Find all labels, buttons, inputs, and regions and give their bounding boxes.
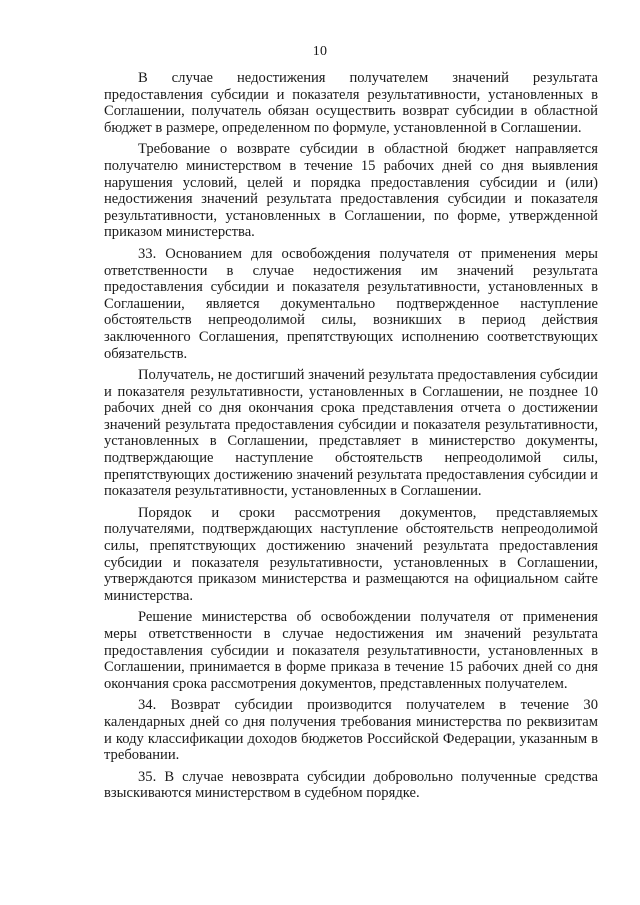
paragraph-clause-33: 33. Основанием для освобождения получателя от применения меры ответственности в случае недостижения им значений результата предоставления субсидии и показателя результативности, установленных в Соглашении, является документально подтвержденное наступление обстоятельств непреодолимой силы, возникших в период действия заключенного Соглашения, препятствующих исполнению соответствующих обязательств. [104,245,598,362]
paragraph-clause-35: 35. В случае невозврата субсидии добровольно полученные средства взыскиваются министерством в судебном порядке. [104,768,598,802]
paragraph-force-majeure-documents: Получатель, не достигший значений результата предоставления субсидии и показателя результативности, установленных в Соглашении, не позднее 10 рабочих дней со дня окончания срока представления отчета о достижении значений результата предоставления субсидии и показателя результативности, установленных в Соглашении, представляет в министерство документы, подтверждающие наступление обстоятельств непреодолимой силы, препятствующих достижению значений результата предоставления субсидии и показателя результативности, установленных в Соглашении. [104,367,598,500]
paragraph-clause-34: 34. Возврат субсидии производится получателем в течение 30 календарных дней со дня получения требования министерства по реквизитам и коду классификации доходов бюджетов Российской Федерации, указанным в требовании. [104,697,598,764]
paragraph-refund-obligation: В случае недостижения получателем значений результата предоставления субсидии и показателя результативности, установленных в Соглашении, получатель обязан осуществить возврат субсидии в областной бюджет в размере, определенном по формуле, установленной в Соглашении. [104,70,598,136]
paragraph-refund-requirement: Требование о возврате субсидии в областной бюджет направляется получателю министерством в течение 15 рабочих дней со дня выявления нарушения условий, целей и порядка предоставления субсидии и (или) недостижения значений результата предоставления субсидии и показателя результативности, установленных в Соглашении, по форме, утвержденной приказом министерства. [104,141,598,241]
page-number: 10 [312,44,328,59]
document-body [104,70,598,807]
paragraph-review-procedure: Порядок и сроки рассмотрения документов, представляемых получателями, подтверждающих наступление обстоятельств непреодолимой силы, препятствующих достижению значений результата предоставления субсидии и показателя результативности, установленных в Соглашении, утверждаются приказом министерства и размещаются на официальном сайте министерства. [104,504,598,604]
paragraph-exemption-decision: Решение министерства об освобождении получателя от применения меры ответственности в случае недостижения им значений результата предоставления субсидии и показателя результативности, установленных в Соглашении, принимается в форме приказа в течение 15 рабочих дней со дня окончания срока рассмотрения документов, представленных получателем. [104,609,598,692]
